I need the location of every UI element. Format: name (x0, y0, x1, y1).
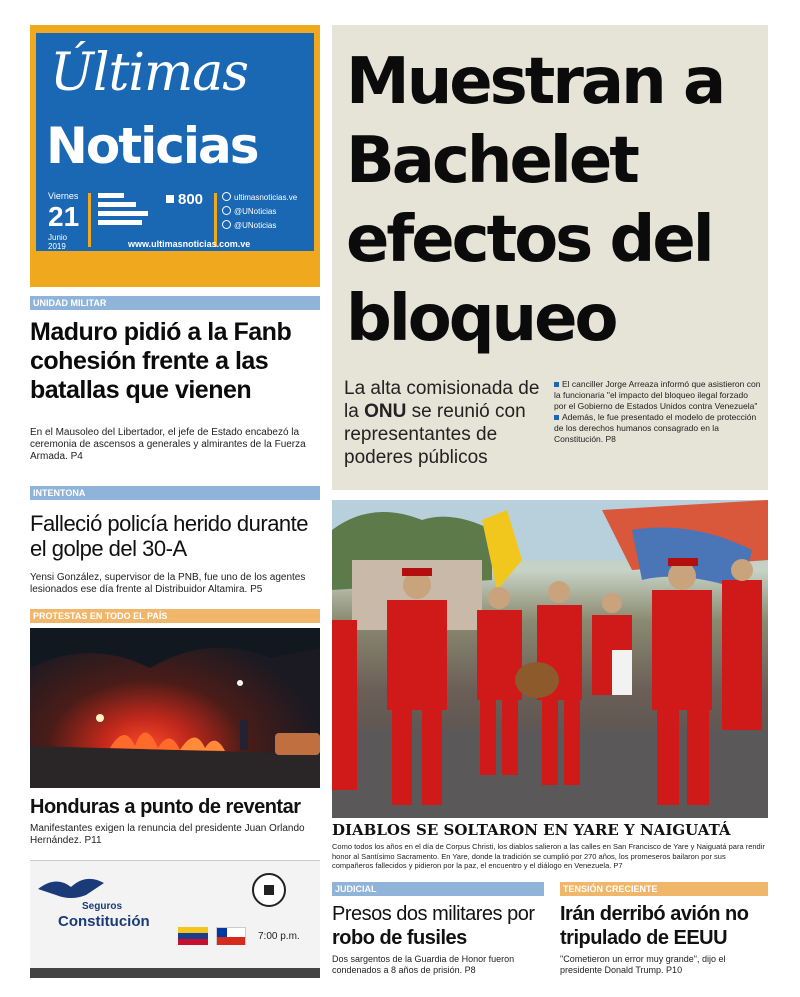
ad-time: 7:00 p.m. (258, 931, 300, 942)
photo-caption-body: Como todos los años en el día de Corpus Christi, los diablos salieron a las calles en San Francisco de Yare y Naiguatá para rendir honor al Santísimo Sacramento. En Yare, donde la tradición se cumplió por 270 años, los promeseros bailaron por sus compañeros fallecidos y pidieron por la paz, el encuentro y el diálogo en Venezuela. P7 (332, 842, 765, 870)
section-tag-unidad-militar: UNIDAD MILITAR (30, 296, 320, 310)
web-icon (222, 192, 231, 201)
story1-body: En el Mausoleo del Libertador, el jefe de Estado encabezó la ceremonia de ascensos a generales y almirantes de la Fuerza Armada. P4 (30, 427, 306, 462)
story1-headline[interactable]: Maduro pidió a la Fanb cohesión frente a las batallas que vienen (30, 318, 292, 404)
story5-headline[interactable]: Irán derribó avión no tripulado de EEUU (560, 903, 749, 949)
lead-bullet: El canciller Jorge Arreaza informó que asistieron con la funcionaria "el impacto del bloqueo ilegal forzado por el Gobierno de Estados Unidos contra Venezuela" (554, 379, 761, 411)
lead-dek: La alta comisionada de la ONU se reunió con representantes de poderes públicos (344, 378, 540, 468)
masthead-logo-panel (36, 33, 314, 251)
masthead-separator (88, 193, 91, 247)
section-tag-protestas: PROTESTAS EN TODO EL PAÍS (30, 609, 320, 623)
masthead-title-noticias: Noticias (46, 117, 258, 175)
story5-body: "Cometieron un error muy grande", dijo el presidente Donald Trump. P10 (560, 954, 726, 975)
date-month: Junio 2019 (48, 233, 68, 251)
website-url[interactable]: www.ultimasnoticias.com.ve (128, 239, 251, 249)
social-twitter[interactable]: @UNoticias (222, 205, 297, 219)
twitter-icon (222, 206, 231, 215)
price (166, 191, 203, 208)
social-web[interactable]: ultimasnoticias.ve (222, 191, 297, 205)
diablos-photo[interactable] (332, 500, 768, 818)
ad-footer-strip (30, 968, 320, 978)
section-tag-intentona: INTENTONA (30, 486, 320, 500)
ad-brand-line2: Constitución (58, 913, 150, 930)
story2-body: Yensi González, supervisor de la PNB, fue uno de los agentes lesionados ese día frente al Distribuidor Altamira. P5 (30, 572, 306, 595)
story2-headline[interactable]: Falleció policía herido durante el golpe del 30-A (30, 511, 309, 561)
masthead-title-ultimas: Últimas (50, 43, 248, 103)
story4-body: Dos sargentos de la Guardia de Honor fueron condenados a 8 años de prisión. P8 (332, 954, 515, 975)
lead-bullet: Además, le fue presentado el modelo de protección de los derechos humanos consagrado en la Constitución. P8 (554, 412, 757, 444)
flag-chile-icon (216, 927, 246, 945)
story3-body: Manifestantes exigen la renuncia del presidente Juan Orlando Hernández. P11 (30, 823, 305, 846)
masthead-price-bars (98, 193, 148, 229)
section-tag-judicial: JUDICIAL (332, 882, 544, 896)
story3-headline[interactable]: Honduras a punto de reventar (30, 796, 301, 818)
soccer-ball-icon (252, 873, 286, 907)
social-instagram[interactable]: @UNoticias (222, 219, 297, 233)
masthead (30, 25, 320, 287)
flag-venezuela-icon (178, 927, 208, 945)
lead-bullets (554, 379, 762, 445)
instagram-icon (222, 220, 231, 229)
diablos-dancers-illustration (332, 500, 768, 818)
lead-headline: Muestran a Bachelet efectos del bloqueo (346, 45, 724, 356)
ad-brand-line1: Seguros (82, 901, 123, 912)
honduras-protest-photo[interactable] (30, 628, 320, 788)
story4-headline[interactable]: Presos dos militares por robo de fusiles (332, 903, 535, 949)
lead-story[interactable] (332, 25, 768, 490)
section-tag-tension: TENSIÓN CRECIENTE (560, 882, 768, 896)
date-day: 21 (48, 201, 80, 232)
protest-fire-illustration (30, 628, 320, 788)
social-links (222, 191, 297, 233)
photo-caption-headline[interactable]: DIABLOS SE SOLTARON EN YARE Y NAIGUATÁ (332, 821, 731, 839)
price-value: 800 (178, 191, 204, 208)
date-weekday: Viernes (48, 191, 79, 201)
advertisement-seguros[interactable] (30, 860, 320, 978)
